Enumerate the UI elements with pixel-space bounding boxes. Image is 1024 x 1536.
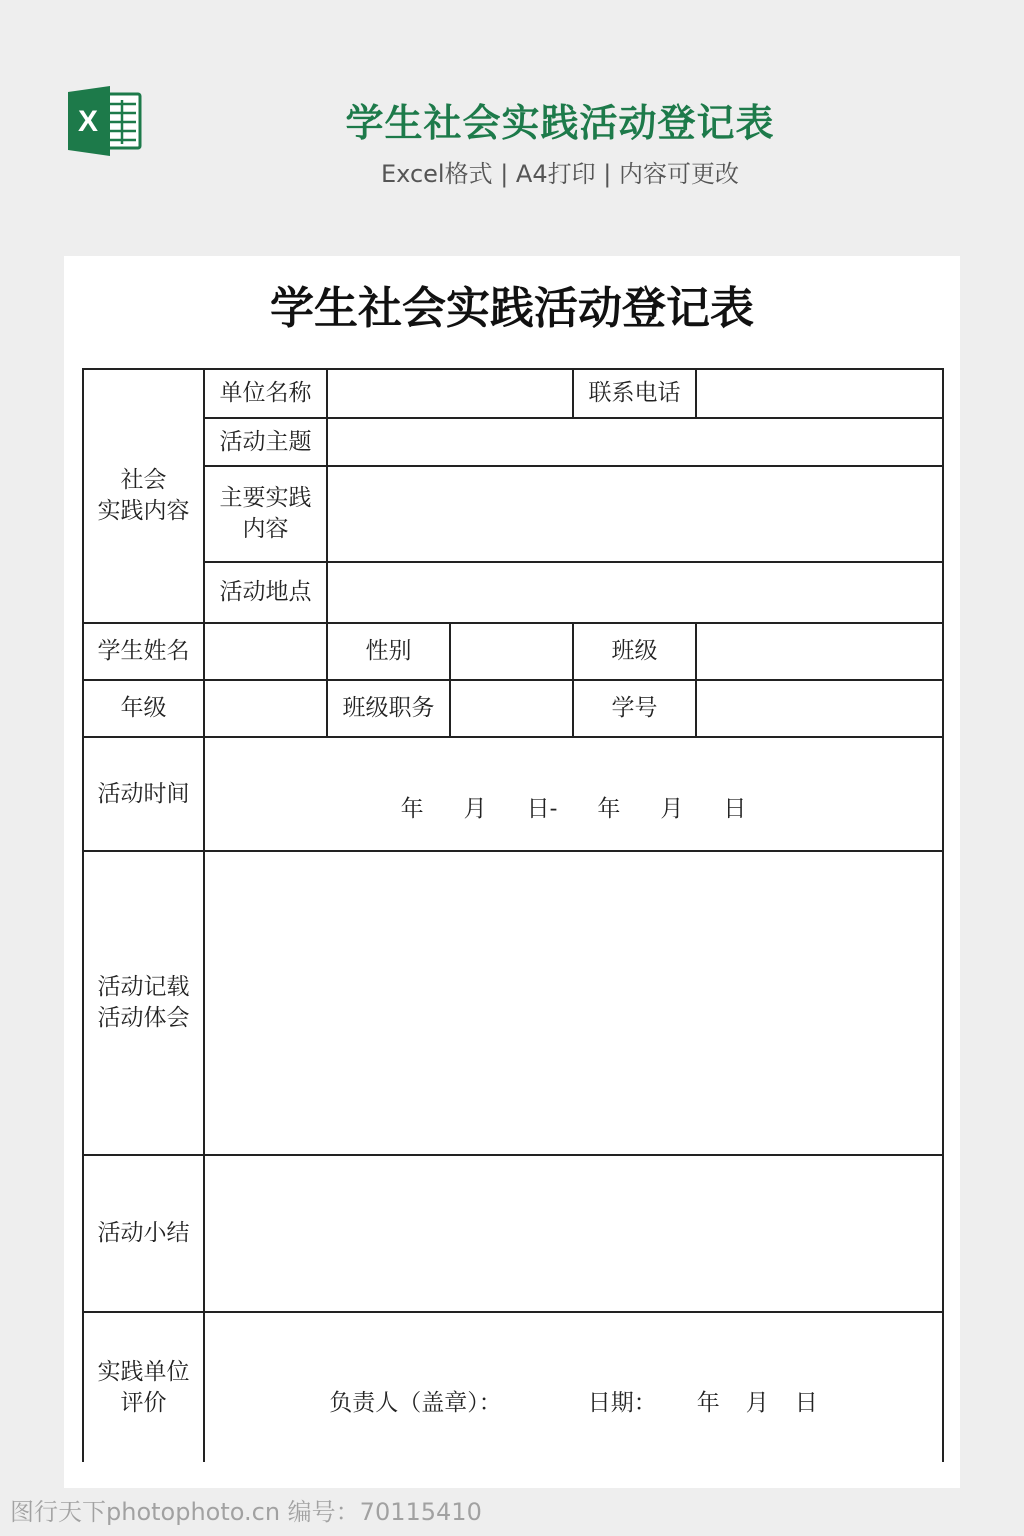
class-label: 班级 bbox=[573, 623, 696, 680]
activity-theme-field[interactable] bbox=[327, 418, 943, 466]
grade-field[interactable] bbox=[204, 680, 327, 737]
student-id-field[interactable] bbox=[696, 680, 943, 737]
table-row bbox=[83, 680, 943, 737]
gender-field[interactable] bbox=[450, 623, 573, 680]
table-row bbox=[83, 1155, 943, 1312]
class-field[interactable] bbox=[696, 623, 943, 680]
unit-name-label: 单位名称 bbox=[204, 369, 327, 418]
activity-record-field[interactable] bbox=[204, 851, 943, 1155]
class-position-label: 班级职务 bbox=[327, 680, 450, 737]
table-row bbox=[83, 623, 943, 680]
activity-theme-label: 活动主题 bbox=[204, 418, 327, 466]
excel-icon-letter: X bbox=[77, 105, 99, 138]
table-row bbox=[83, 1312, 943, 1462]
header-subtitle: Excel格式 | A4打印 | 内容可更改 bbox=[381, 160, 739, 188]
excel-icon bbox=[66, 86, 142, 156]
grade-label: 年级 bbox=[83, 680, 204, 737]
student-name-field[interactable] bbox=[204, 623, 327, 680]
contact-phone-field[interactable] bbox=[696, 369, 943, 418]
table-row bbox=[83, 369, 943, 418]
activity-time-label: 活动时间 bbox=[83, 737, 204, 851]
activity-time-range: 年 月 日- 年 月 日 bbox=[400, 796, 747, 822]
contact-phone-label: 联系电话 bbox=[573, 369, 696, 418]
header-title: 学生社会实践活动登记表 bbox=[345, 101, 775, 145]
unit-evaluation-label: 实践单位 评价 bbox=[83, 1312, 204, 1462]
unit-evaluation-field[interactable] bbox=[204, 1312, 943, 1462]
form-paper bbox=[64, 256, 960, 1488]
activity-summary-label: 活动小结 bbox=[83, 1155, 204, 1312]
student-id-label: 学号 bbox=[573, 680, 696, 737]
main-content-label: 主要实践 内容 bbox=[204, 466, 327, 562]
unit-name-field[interactable] bbox=[327, 369, 573, 418]
table-row bbox=[83, 851, 943, 1155]
watermark-text: 图行天下photophoto.cn 编号：70115410 bbox=[10, 1498, 482, 1526]
activity-summary-field[interactable] bbox=[204, 1155, 943, 1312]
activity-location-label: 活动地点 bbox=[204, 562, 327, 623]
activity-record-label: 活动记载 活动体会 bbox=[83, 851, 204, 1155]
class-position-field[interactable] bbox=[450, 680, 573, 737]
table-row bbox=[83, 418, 943, 466]
table-row bbox=[83, 737, 943, 851]
section-social-practice-label: 社会 实践内容 bbox=[83, 369, 204, 623]
document-title: 学生社会实践活动登记表 bbox=[270, 283, 754, 334]
evaluation-signature-line: 负责人（盖章）： 日期： 年 月 日 bbox=[329, 1389, 818, 1416]
activity-time-field[interactable] bbox=[204, 737, 943, 851]
main-content-field[interactable] bbox=[327, 466, 943, 562]
gender-label: 性别 bbox=[327, 623, 450, 680]
activity-location-field[interactable] bbox=[327, 562, 943, 623]
registration-form-table bbox=[82, 368, 944, 1462]
table-row bbox=[83, 562, 943, 623]
student-name-label: 学生姓名 bbox=[83, 623, 204, 680]
table-row bbox=[83, 466, 943, 562]
